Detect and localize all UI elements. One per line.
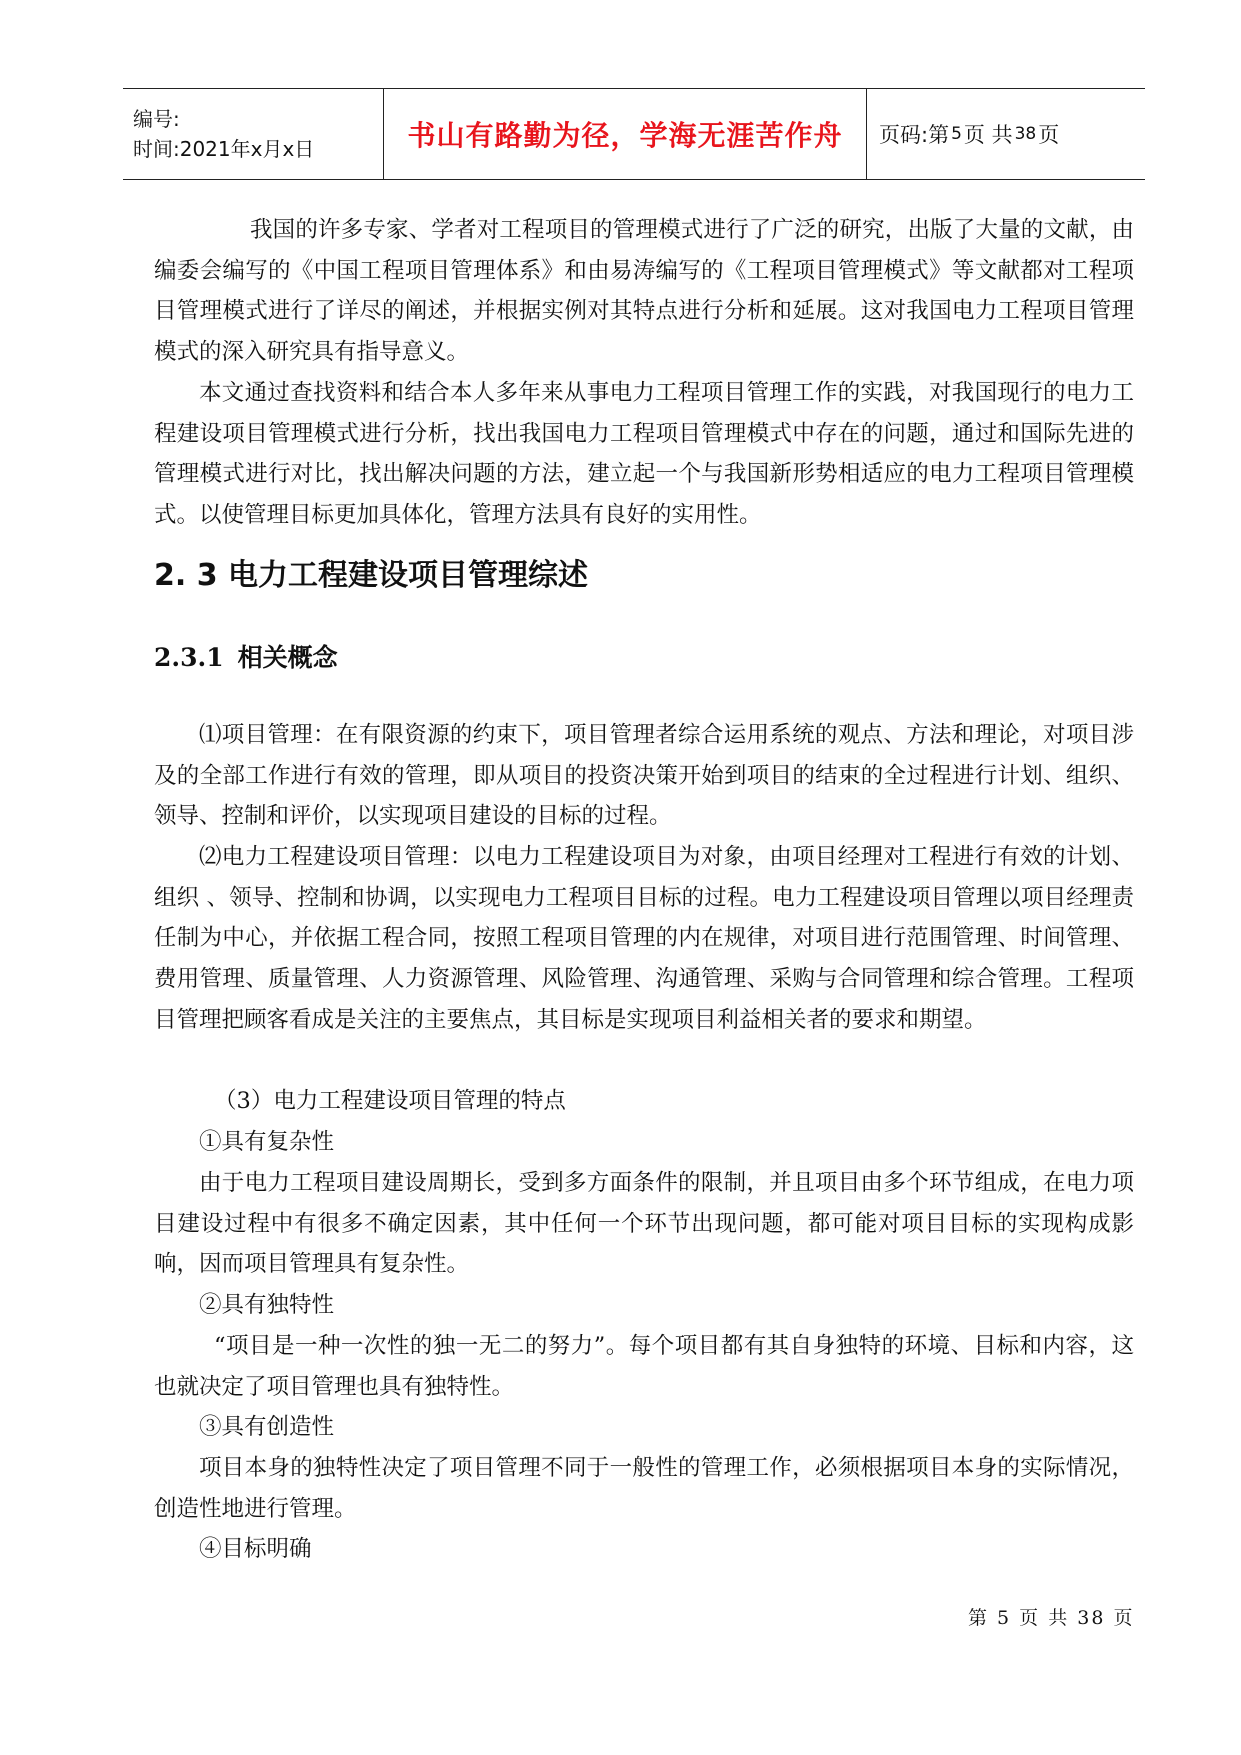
feature-3-text: 项目本身的独特性决定了项目管理不同于一般性的管理工作，必须根据项目本身的实际情况，创造性地进行管理。 [154,1455,1134,1522]
feature-3-title: ③具有创造性 [199,1414,335,1440]
feature-2-title: ②具有独特性 [199,1292,335,1318]
item-1: ⑴项目管理：在有限资源的约束下，项目管理者综合运用系统的观点、方法和理论，对项目涉及的全部工作进行有效的管理，即从项目的投资决策开始到项目的结束的全过程进行计划、组织、领导、控制和评价，以实现项目建设的目标的过程。 [154,722,1134,830]
page-total: 38 [1014,124,1037,144]
page-mid: 页 共 [963,123,1013,147]
feature-2-text: “项目是一种一次性的独一无二的努力”。每个项目都有其自身独特的环境、目标和内容，这也就决定了项目管理也具有独特性。 [154,1333,1134,1400]
header-page-info [867,89,1145,179]
header-motto [383,89,867,179]
paragraph-1: 我国的许多专家、学者对工程项目的管理模式进行了广泛的研究，出版了大量的文献，由编委会编写的《中国工程项目管理体系》和由易涛编写的《工程项目管理模式》等文献都对工程项目管理模式进行了详尽的阐述，并根据实例对其特点进行分析和延展。这对我国电力工程项目管理模式的深入研究具有指导意义。 [154,217,1134,366]
page-number: 5 [951,124,962,144]
item-3: （3）电力工程建设项目管理的特点 [214,1088,566,1114]
page-suffix: 页 [1038,123,1060,147]
header-meta [123,89,383,179]
section-heading: 2. 3 电力工程建设项目管理综述 [154,558,589,593]
number-label: 编号: [133,107,180,131]
feature-1-text: 由于电力工程项目建设周期长，受到多方面条件的限制，并且项目由多个环节组成，在电力项目建设过程中有很多不确定因素，其中任何一个环节出现问题，都可能对项目目标的实现构成影响，因而项目管理具有复杂性。 [154,1170,1134,1278]
subsection-heading [154,638,338,674]
feature-4-title: ④目标明确 [199,1536,312,1562]
subsection-title: 相关概念 [237,643,338,672]
page-footer: 第 5 页 共 38 页 [968,1607,1135,1629]
time-label: 时间:2021年x月x日 [133,137,315,161]
motto-text: 书山有路勤为径，学海无涯苦作舟 [407,119,843,152]
header-table [123,88,1145,180]
page-prefix: 页码:第 [879,123,950,147]
subsection-number: 2.3.1 [154,643,224,672]
feature-1-title: ①具有复杂性 [199,1129,335,1155]
item-2: ⑵电力工程建设项目管理：以电力工程建设项目为对象，由项目经理对工程进行有效的计划、组织 、领导、控制和协调，以实现电力工程项目目标的过程。电力工程建设项目管理以项目经理责任制为中心，并依据工程合同，按照工程项目管理的内在规律，对项目进行范围管理、时间管理、费用管理、质量管理、人力资源管理、风险管理、沟通管理、采购与合同管理和综合管理。工程项目管理把顾客看成是关注的主要焦点，其目标是实现项目利益相关者的要求和期望。 [154,844,1134,1033]
paragraph-2: 本文通过查找资料和结合本人多年来从事电力工程项目管理工作的实践，对我国现行的电力工程建设项目管理模式进行分析，找出我国电力工程项目管理模式中存在的问题，通过和国际先进的管理模式进行对比，找出解决问题的方法，建立起一个与我国新形势相适应的电力工程项目管理模式。以使管理目标更加具体化，管理方法具有良好的实用性。 [154,380,1134,529]
